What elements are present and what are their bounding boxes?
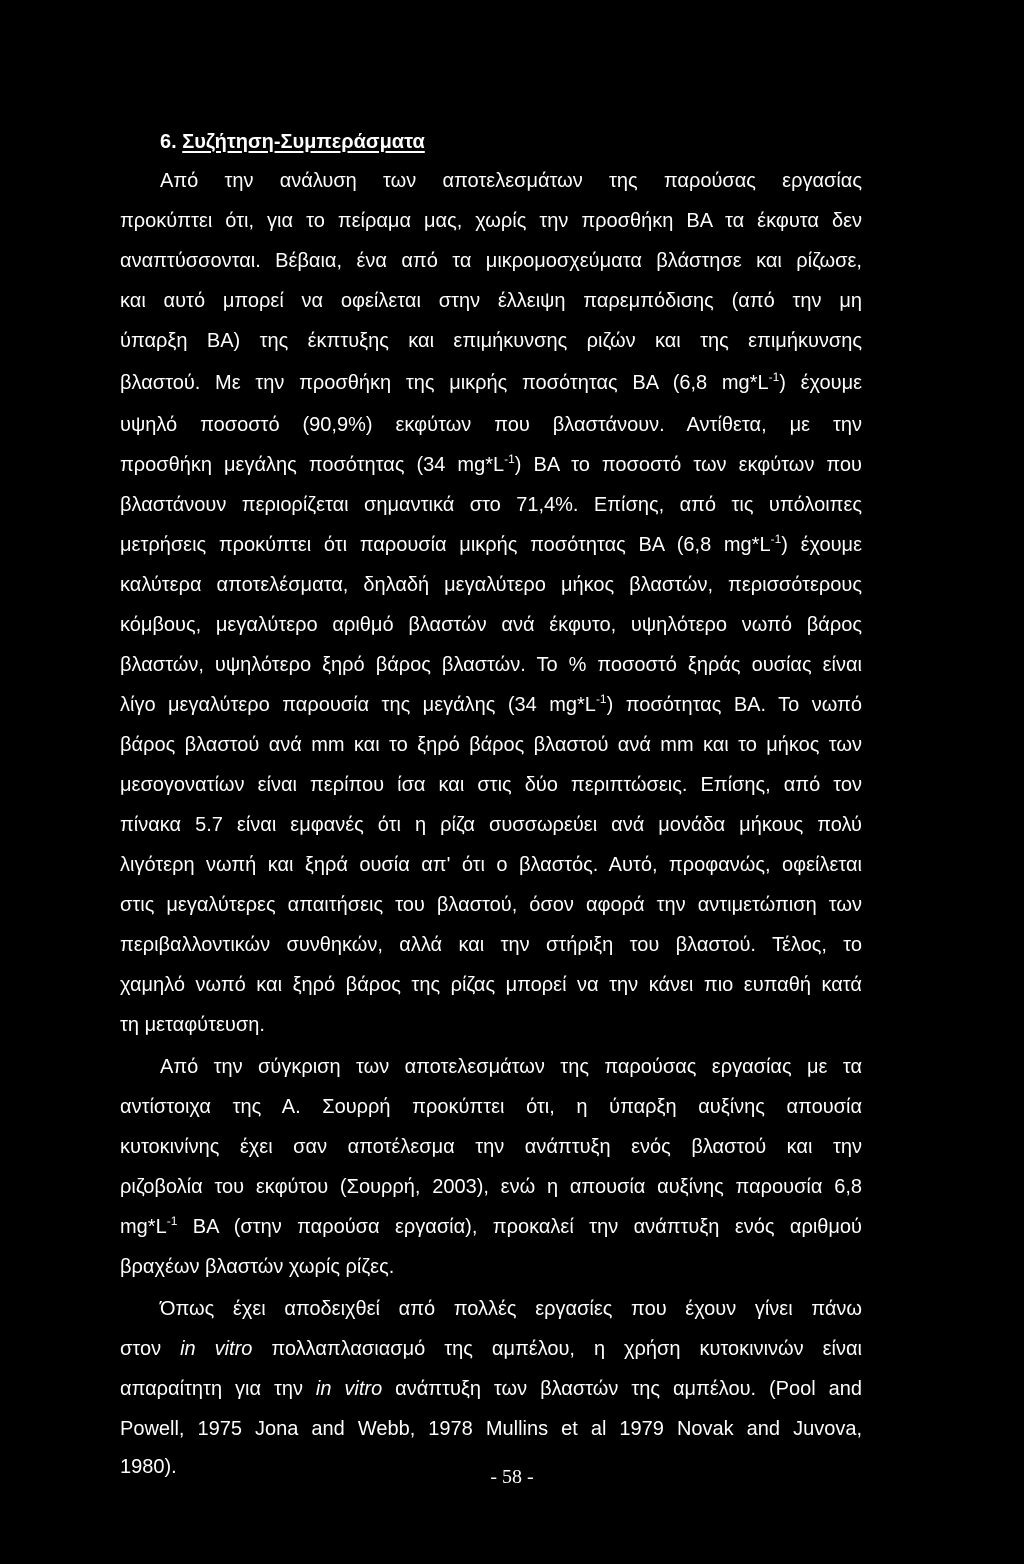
text-line: βλαστάνουν περιορίζεται σημαντικά στο 71,4%. Επίσης, από τις υπόλοιπες: [120, 494, 862, 516]
text-line: ύπαρξη ΒΑ) της έκπτυξης και επιμήκυνσης ριζών και της επιμήκυνσης: [120, 330, 862, 352]
section-number: 6.: [160, 131, 177, 153]
text-line: βραχέων βλαστών χωρίς ρίζες.: [120, 1256, 395, 1278]
text-line: Powell, 1975 Jona and Webb, 1978 Mullins et al 1979 Novak and Juvova,: [120, 1418, 862, 1440]
text-line: Από την σύγκριση των αποτελεσμάτων της παρούσας εργασίας με τα: [160, 1056, 862, 1078]
text-line: βλαστών, υψηλότερο ξηρό βάρος βλαστών. Το % ποσοστό ξηράς ουσίας είναι: [120, 654, 862, 676]
text-line: κόμβους, μεγαλύτερο αριθμό βλαστών ανά έκφυτο, υψηλότερο νωπό βάρος: [120, 614, 862, 636]
text-line: 1980).: [120, 1456, 177, 1478]
text-line: και αυτό μπορεί να οφείλεται στην έλλειψη παρεμπόδισης (από την μη: [120, 290, 862, 312]
text-line: ριζοβολία του εκφύτου (Σουρρή, 2003), ενώ η απουσία αυξίνης παρουσία 6,8: [120, 1176, 862, 1198]
text-line: βλαστού. Με την προσθήκη της μικρής ποσότητας ΒΑ (6,8 $mg*L^{-1}$) έχουμε: [120, 370, 863, 394]
text-line: περιβαλλοντικών συνθηκών, αλλά και την στήριξη του βλαστού. Τέλος, το: [120, 934, 862, 956]
text-line: βάρος βλαστού ανά mm και το ξηρό βάρος βλαστού ανά mm και το μήκος των: [120, 734, 862, 756]
text-line: προσθήκη μεγάλης ποσότητας (34 $mg*L^{-1}$) ΒΑ το ποσοστό των εκφύτων που: [120, 452, 862, 476]
text-line: αναπτύσσονται. Βέβαια, ένα από τα μικρομοσχεύματα βλάστησε και ρίζωσε,: [120, 250, 862, 272]
text-line: καλύτερα αποτελέσματα, δηλαδή μεγαλύτερο μήκος βλαστών, περισσότερους: [120, 574, 862, 596]
text-line: στις μεγαλύτερες απαιτήσεις του βλαστού, όσον αφορά την αντιμετώπιση των: [120, 894, 862, 916]
text-line: μεσογονατίων είναι περίπου ίσα και στις δύο περιπτώσεις. Επίσης, από τον: [120, 774, 862, 796]
text-line: λιγότερη νωπή και ξηρά ουσία απ' ότι ο βλαστός. Αυτό, προφανώς, οφείλεται: [120, 854, 862, 876]
section-title: Συζήτηση-Συμπεράσματα: [182, 131, 425, 153]
text-line: $mg*L^{-1}$ ΒΑ (στην παρούσα εργασία), προκαλεί την ανάπτυξη ενός αριθμού: [120, 1214, 862, 1238]
text-line: λίγο μεγαλύτερο παρουσία της μεγάλης (34 $mg*L^{-1}$) ποσότητας ΒΑ. Το νωπό: [120, 692, 863, 716]
text-line: Από την ανάλυση των αποτελεσμάτων της παρούσας εργασίας: [160, 170, 862, 192]
page-number: - 58 -: [490, 1466, 534, 1488]
text-line: τη μεταφύτευση.: [120, 1014, 265, 1036]
text-line: πίνακα 5.7 είναι εμφανές ότι η ρίζα συσσωρεύει ανά μονάδα μήκους πολύ: [120, 814, 862, 836]
text-line: υψηλό ποσοστό (90,9%) εκφύτων που βλαστάνουν. Αντίθετα, με την: [120, 414, 862, 436]
section-heading: [160, 128, 425, 156]
text-line: αντίστοιχα της Α. Σουρρή προκύπτει ότι, η ύπαρξη αυξίνης απουσία: [120, 1096, 862, 1118]
text-line: Όπως έχει αποδειχθεί από πολλές εργασίες που έχουν γίνει πάνω: [160, 1298, 862, 1320]
text-line: προκύπτει ότι, για το πείραμα μας, χωρίς την προσθήκη ΒΑ τα έκφυτα δεν: [120, 210, 862, 232]
text-line: μετρήσεις προκύπτει ότι παρουσία μικρής ποσότητας ΒΑ (6,8 $mg*L^{-1}$) έχουμε: [120, 532, 862, 556]
text-line: χαμηλό νωπό και ξηρό βάρος της ρίζας μπορεί να την κάνει πιο ευπαθή κατά: [120, 974, 862, 996]
text-line: κυτοκινίνης έχει σαν αποτέλεσμα την ανάπτυξη ενός βλαστού και την: [120, 1136, 862, 1158]
text-line: στον in vitro πολλαπλασιασμό της αμπέλου, η χρήση κυτοκινινών είναι: [120, 1338, 863, 1360]
text-line: απαραίτητη για την in vitro ανάπτυξη των βλαστών της αμπέλου. (Pool and: [120, 1378, 862, 1400]
